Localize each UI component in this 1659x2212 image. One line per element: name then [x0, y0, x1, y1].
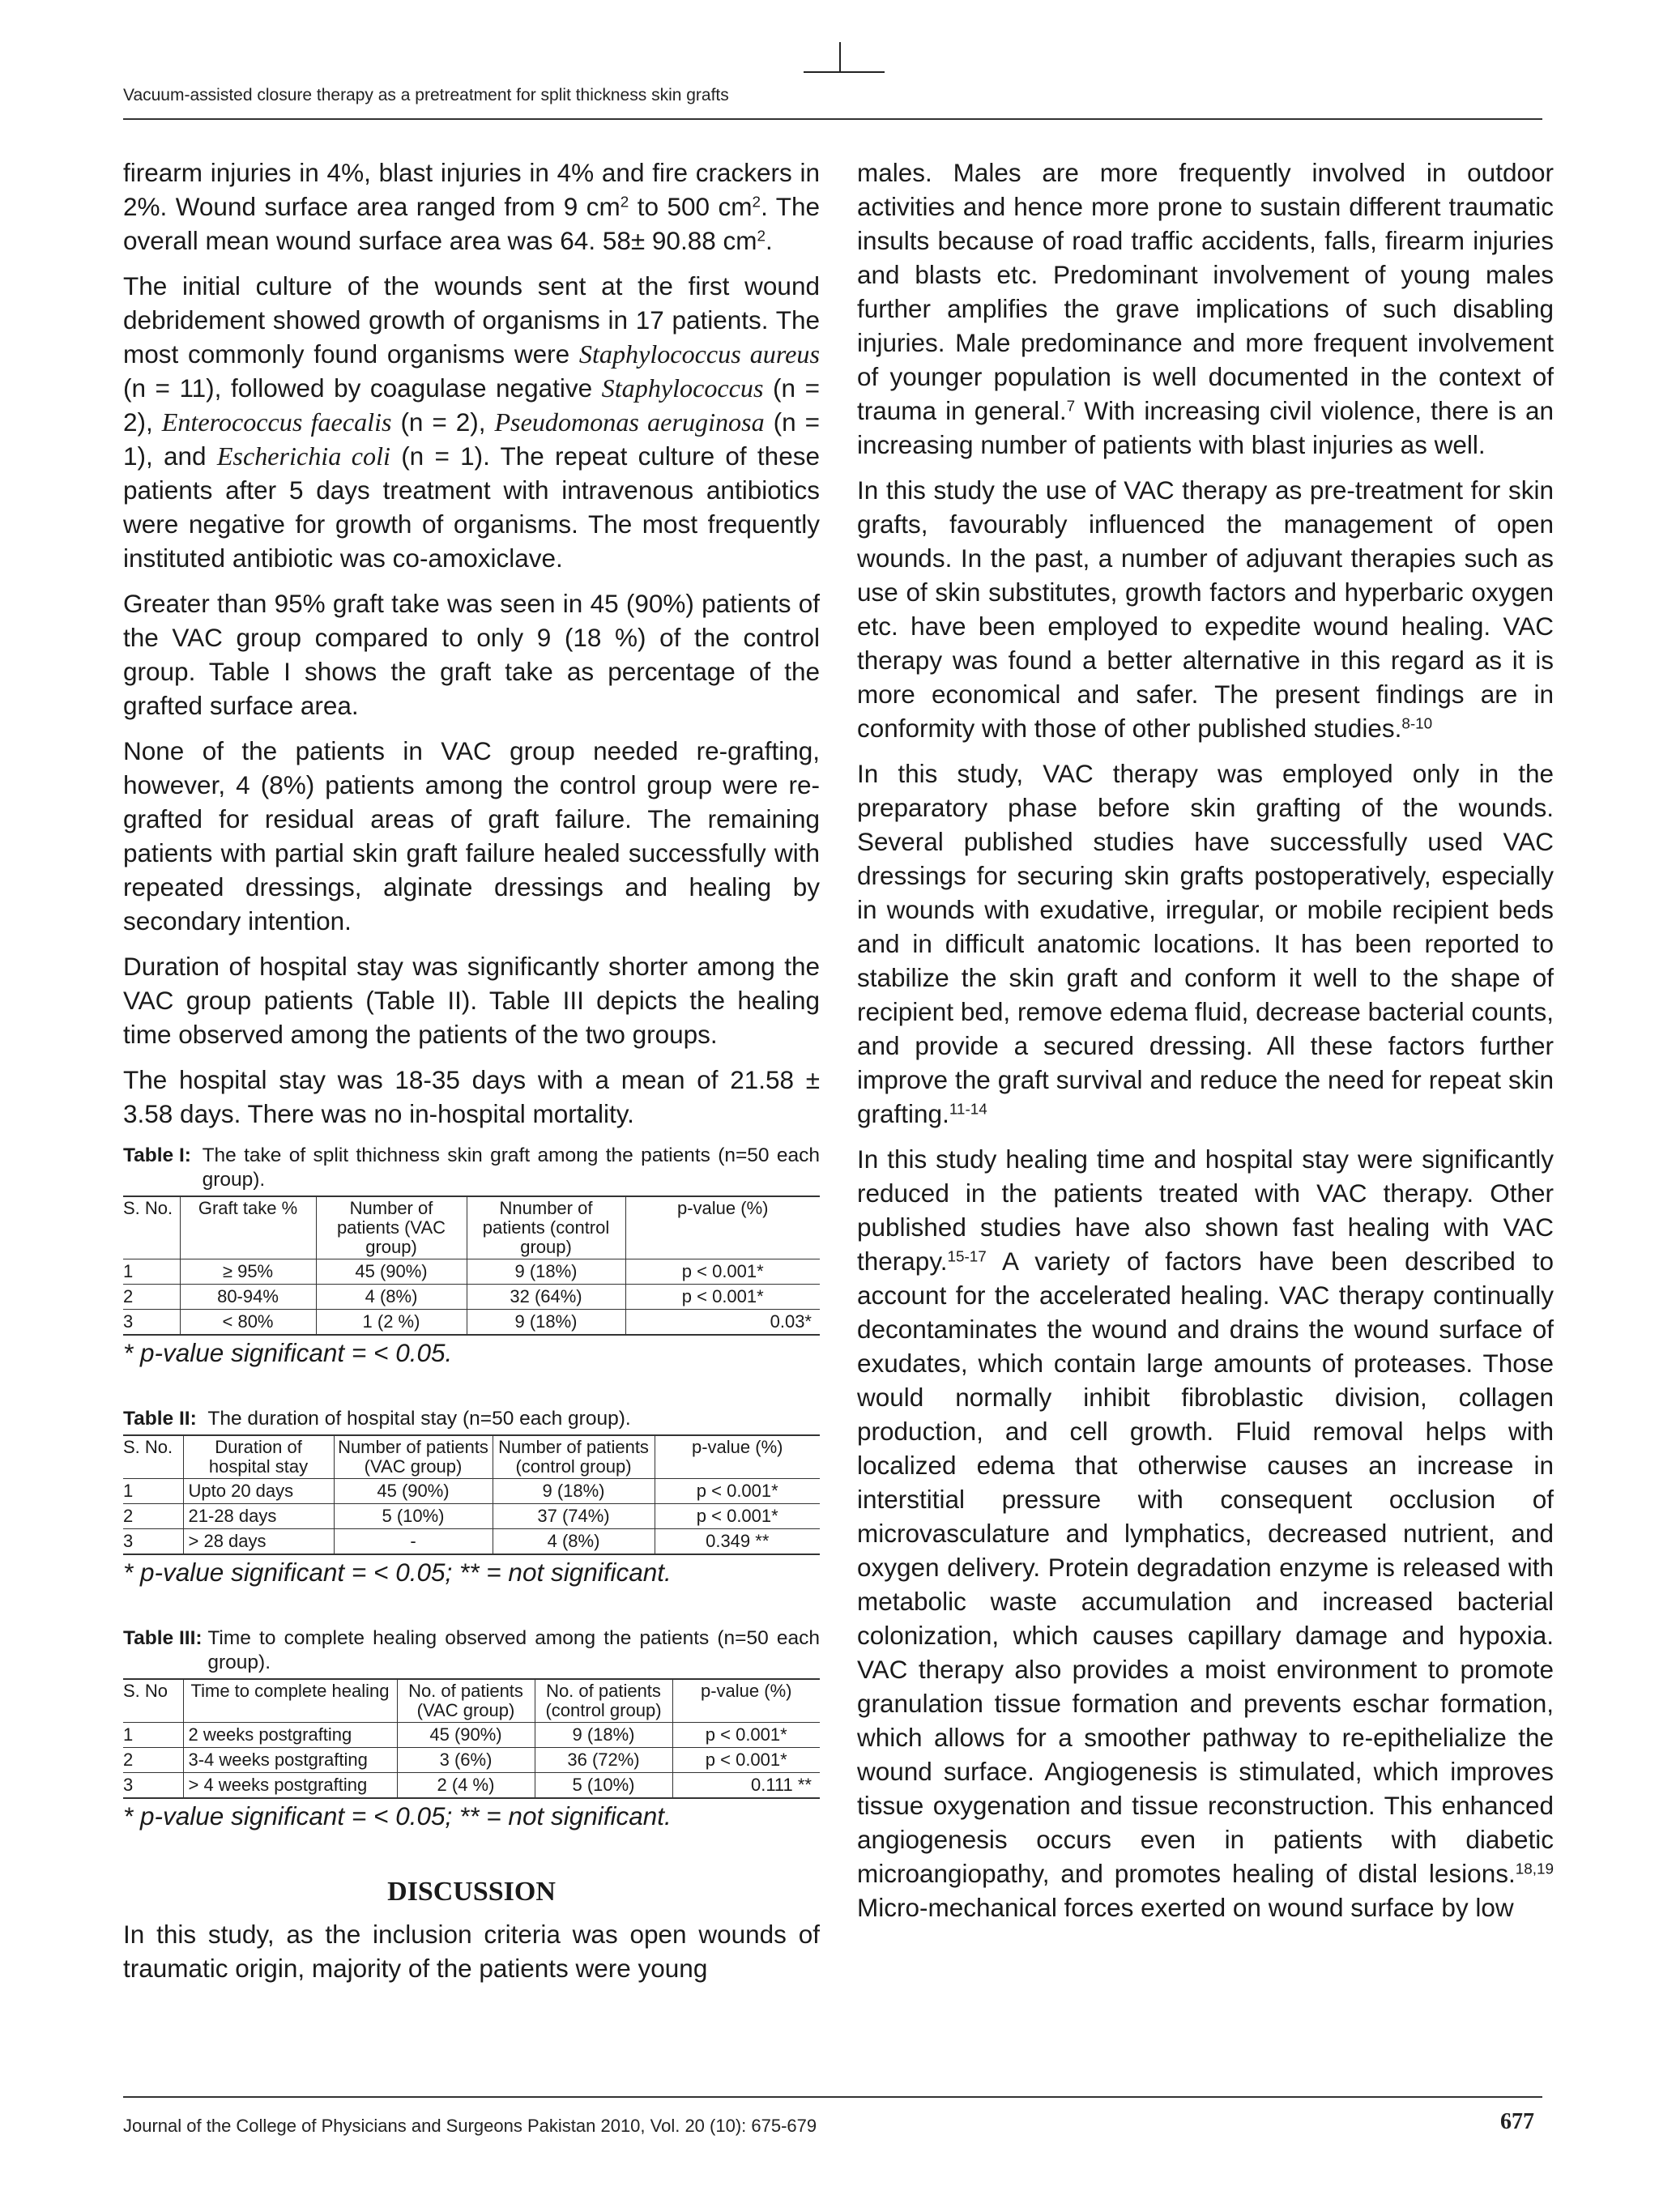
table-3-label: Table III:	[123, 1627, 208, 1649]
left-paragraph-4: None of the patients in VAC group needed re-grafting, however, 4 (8%) patients among the control group were re-grafted for residual areas of graft failure. The remaining patients with partial skin graft failure healed successfully with repeated dressings, alginate dressings and healing by secondary intention.	[123, 736, 820, 936]
right-paragraph-3: In this study, VAC therapy was employed only in the preparatory phase before skin grafting of the wounds. Several published studies have successfully used VAC dressings for securing skin grafts postoperatively, especially in wounds with exudative, irregular, or mobile recipient beds and in difficult anatomic locations. It has been reported to stabilize the skin graft and conform it well to the shape of recipient bed, remove edema fluid, decrease bacterial counts, and provide a secured dressing. All these factors further improve the graft survival and reduce the need for repeat skin grafting.$^{11-14}$	[857, 759, 1554, 1128]
left-column	[123, 156, 820, 1997]
table-cell: 2	[123, 1285, 180, 1310]
table-cell: p < 0.001*	[672, 1723, 820, 1748]
table-2-label: Table II:	[123, 1408, 208, 1430]
table-header: Duration of hospital stay	[183, 1435, 334, 1479]
table-3-caption	[123, 1626, 820, 1675]
table-cell: ≥ 95%	[180, 1259, 316, 1285]
table-cell: 0.03*	[625, 1310, 820, 1336]
left-paragraph-6: The hospital stay was 18-35 days with a mean of 21.58 ± 3.58 days. There was no in-hospital mortality.	[123, 1065, 820, 1128]
table-row	[123, 1285, 820, 1310]
table-cell: Upto 20 days	[183, 1479, 334, 1504]
table-header: Number of patients (control group)	[493, 1435, 655, 1479]
table-row	[123, 1748, 820, 1773]
table-header: Time to complete healing	[183, 1679, 397, 1723]
left-paragraph-1: firearm injuries in 4%, blast injuries in 4% and fire crackers in 2%. Wound surface area ranged from 9 $cm^2$ to 500 $cm^2$. The overall mean wound surface area was 64. 58± 90.88 $cm^2$.	[123, 158, 820, 255]
table-header: Nnumber of patients (control group)	[467, 1196, 625, 1259]
table-header-row	[123, 1196, 820, 1259]
table-cell: 9 (18%)	[467, 1259, 625, 1285]
discussion-heading: DISCUSSION	[387, 1877, 556, 1907]
table-cell: 2 weeks postgrafting	[183, 1723, 397, 1748]
organism-name: Pseudomonas aeruginosa	[494, 407, 765, 437]
table-cell: 3 (6%)	[397, 1748, 535, 1773]
citation-ref: 18,19	[1515, 1860, 1554, 1878]
table-cell: 3	[123, 1310, 180, 1336]
table-1-caption-text: The take of split thichness skin graft among the patients (n=50 each group).	[202, 1144, 820, 1191]
right-paragraph-1: males. Males are more frequently involved in outdoor activities and hence more prone to sustain different traumatic insults because of road traffic accidents, falls, firearm injuries and blasts etc. Predominant involvement of young males further amplifies the grave implications of such disabling injuries. Male predominance and more frequent involvement of younger population is well documented in the context of trauma in general.$^7$ With increasing civil violence, there is an increasing number of patients with blast injuries as well.	[857, 158, 1554, 459]
citation-ref: 7	[1066, 398, 1076, 416]
organism-name: Staphylococcus aureus	[578, 339, 820, 369]
table-header: No. of patients (control group)	[535, 1679, 672, 1723]
right-paragraph-2: In this study the use of VAC therapy as pre-treatment for skin grafts, favourably influenced the management of open wounds. In the past, a number of adjuvant therapies such as use of skin substitutes, growth factors and hyperbaric oxygen etc. have been employed to expedite wound healing. VAC therapy was found a better alternative in this regard as it is more economical and safer. The present findings are in conformity with those of other published studies.$^{8-10}$	[857, 475, 1554, 743]
left-paragraph-7: In this study, as the inclusion criteria was open wounds of traumatic origin, majority of the patients were young	[123, 1920, 820, 1983]
left-paragraph-2: The initial culture of the wounds sent at the first wound debridement showed growth of organisms in 17 patients. The most commonly found organisms were Staphylococcus aureus (n = 11), followed by coagulase negative Staphylococcus (n = 2), Enterococcus faecalis (n = 2), Pseudomonas aeruginosa (n = 1), and Escherichia coli (n = 1). The repeat culture of these patients after 5 days treatment with intravenous antibiotics were negative for growth of organisms. The most frequently instituted antibiotic was co-amoxiclave.	[123, 271, 820, 573]
right-column	[857, 156, 1554, 1936]
table-row	[123, 1773, 820, 1799]
table-cell: > 28 days	[183, 1529, 334, 1555]
page-crop-mark	[839, 42, 841, 73]
table-header-row	[123, 1435, 820, 1479]
table-cell: 0.111 **	[672, 1773, 820, 1799]
table-row	[123, 1529, 820, 1555]
page-crop-mark-bar	[804, 71, 885, 73]
table-cell: 9 (18%)	[467, 1310, 625, 1336]
table-cell: 9 (18%)	[493, 1479, 655, 1504]
table-cell: 2 (4 %)	[397, 1773, 535, 1799]
table-cell: p < 0.001*	[672, 1748, 820, 1773]
table-cell: 45 (90%)	[334, 1479, 493, 1504]
table-cell: 4 (8%)	[316, 1285, 467, 1310]
table-2-caption	[123, 1407, 820, 1431]
table-header: S. No.	[123, 1435, 183, 1479]
table-cell: 21-28 days	[183, 1504, 334, 1529]
table-header: No. of patients (VAC group)	[397, 1679, 535, 1723]
table-row	[123, 1259, 820, 1285]
table-header: S. No.	[123, 1196, 180, 1259]
table-1-label: Table I:	[123, 1144, 203, 1166]
organism-name: Staphylococcus	[601, 373, 764, 403]
table-cell: 5 (10%)	[535, 1773, 672, 1799]
table-header-row	[123, 1679, 820, 1723]
table-cell: 5 (10%)	[334, 1504, 493, 1529]
table-header: p-value (%)	[625, 1196, 820, 1259]
table-cell: 9 (18%)	[535, 1723, 672, 1748]
table-row	[123, 1310, 820, 1336]
left-paragraph-3: Greater than 95% graft take was seen in 45 (90%) patients of the VAC group compared to only 9 (18 %) of the control group. Table I shows the graft take as percentage of the grafted surface area.	[123, 589, 820, 720]
table-cell: 1	[123, 1479, 183, 1504]
table-cell: 45 (90%)	[397, 1723, 535, 1748]
table-3-caption-text: Time to complete healing observed among the patients (n=50 each group).	[207, 1627, 820, 1673]
table-row	[123, 1504, 820, 1529]
table-cell: 1 (2 %)	[316, 1310, 467, 1336]
table-3-footnote: * p-value significant = < 0.05; ** = not significant.	[123, 1801, 672, 1831]
table-cell: 36 (72%)	[535, 1748, 672, 1773]
citation-ref: 11-14	[949, 1101, 987, 1119]
table-cell: p < 0.001*	[655, 1504, 820, 1529]
table-cell: 3-4 weeks postgrafting	[183, 1748, 397, 1773]
table-header: Number of patients (VAC group)	[316, 1196, 467, 1259]
table-cell: 3	[123, 1773, 183, 1799]
table-cell: > 4 weeks postgrafting	[183, 1773, 397, 1799]
organism-name: Enterococcus faecalis	[161, 407, 392, 437]
organism-name: Escherichia coli	[216, 441, 390, 471]
left-paragraph-5: Duration of hospital stay was significantly shorter among the VAC group patients (Table II). Table III depicts the healing time observed among the patients of the two groups.	[123, 952, 820, 1049]
table-cell: 45 (90%)	[316, 1259, 467, 1285]
table-2	[123, 1434, 820, 1555]
table-cell: 32 (64%)	[467, 1285, 625, 1310]
citation-ref: 15-17	[947, 1248, 987, 1266]
citation-ref: 8-10	[1401, 715, 1433, 733]
header-rule	[123, 118, 1542, 120]
table-cell: p < 0.001*	[655, 1479, 820, 1504]
journal-citation: Journal of the College of Physicians and Surgeons Pakistan 2010, Vol. 20 (10): 675-679	[123, 2116, 817, 2136]
table-cell: 1	[123, 1723, 183, 1748]
table-cell: 3	[123, 1529, 183, 1555]
table-row	[123, 1723, 820, 1748]
right-paragraph-4: In this study healing time and hospital stay were significantly reduced in the patients treated with VAC therapy. Other published studies have also shown fast healing with VAC therapy.$^{15-17}$ A variety of factors have been described to account for the accelerated healing. VAC therapy continually decontaminates the wound and drains the wound surface of exudates, which contain large amounts of proteases. Those would normally inhibit fibroblastic division, collagen production, and cell growth. Fluid removal helps with localized edema that otherwise causes an increase in interstitial pressure with consequent occlusion of microvasculature and lymphatics, decreased nutrient, and oxygen delivery. Protein degradation enzyme is released with metabolic waste accumulation and increased bacterial colonization, which causes capillary damage and hypoxia. VAC therapy also provides a moist environment to promote granulation tissue formation and prevents eschar formation, which allows for a smoother pathway to re-epithelialize the wound surface. Angiogenesis is stimulated, which improves tissue oxygenation and tissue reconstruction. This enhanced angiogenesis occurs even in patients with diabetic microangiopathy, and promotes healing of distal lesions.$^{18,19}$ Micro-mechanical forces exerted on wound surface by low	[857, 1144, 1554, 1922]
table-cell: 2	[123, 1504, 183, 1529]
running-title: Vacuum-assisted closure therapy as a pretreatment for split thickness skin grafts	[123, 86, 729, 104]
table-cell: 2	[123, 1748, 183, 1773]
table-2-footnote: * p-value significant = < 0.05; ** = not significant.	[123, 1558, 672, 1587]
table-row	[123, 1479, 820, 1504]
table-header: S. No	[123, 1679, 183, 1723]
table-2-caption-text: The duration of hospital stay (n=50 each group).	[207, 1408, 631, 1430]
table-1-footnote: * p-value significant = < 0.05.	[123, 1338, 453, 1367]
table-cell: 80-94%	[180, 1285, 316, 1310]
footer-rule	[123, 2096, 1542, 2098]
table-cell: p < 0.001*	[625, 1259, 820, 1285]
table-header: p-value (%)	[672, 1679, 820, 1723]
table-1	[123, 1196, 820, 1336]
table-cell: 0.349 **	[655, 1529, 820, 1555]
table-cell: -	[334, 1529, 493, 1555]
table-header: Number of patients (VAC group)	[334, 1435, 493, 1479]
table-cell: 1	[123, 1259, 180, 1285]
table-cell: p < 0.001*	[625, 1285, 820, 1310]
table-header: p-value (%)	[655, 1435, 820, 1479]
table-cell: < 80%	[180, 1310, 316, 1336]
page-number: 677	[1500, 2109, 1534, 2134]
table-3	[123, 1678, 820, 1799]
table-1-caption	[123, 1144, 820, 1192]
table-cell: 4 (8%)	[493, 1529, 655, 1555]
table-cell: 37 (74%)	[493, 1504, 655, 1529]
table-header: Graft take %	[180, 1196, 316, 1259]
